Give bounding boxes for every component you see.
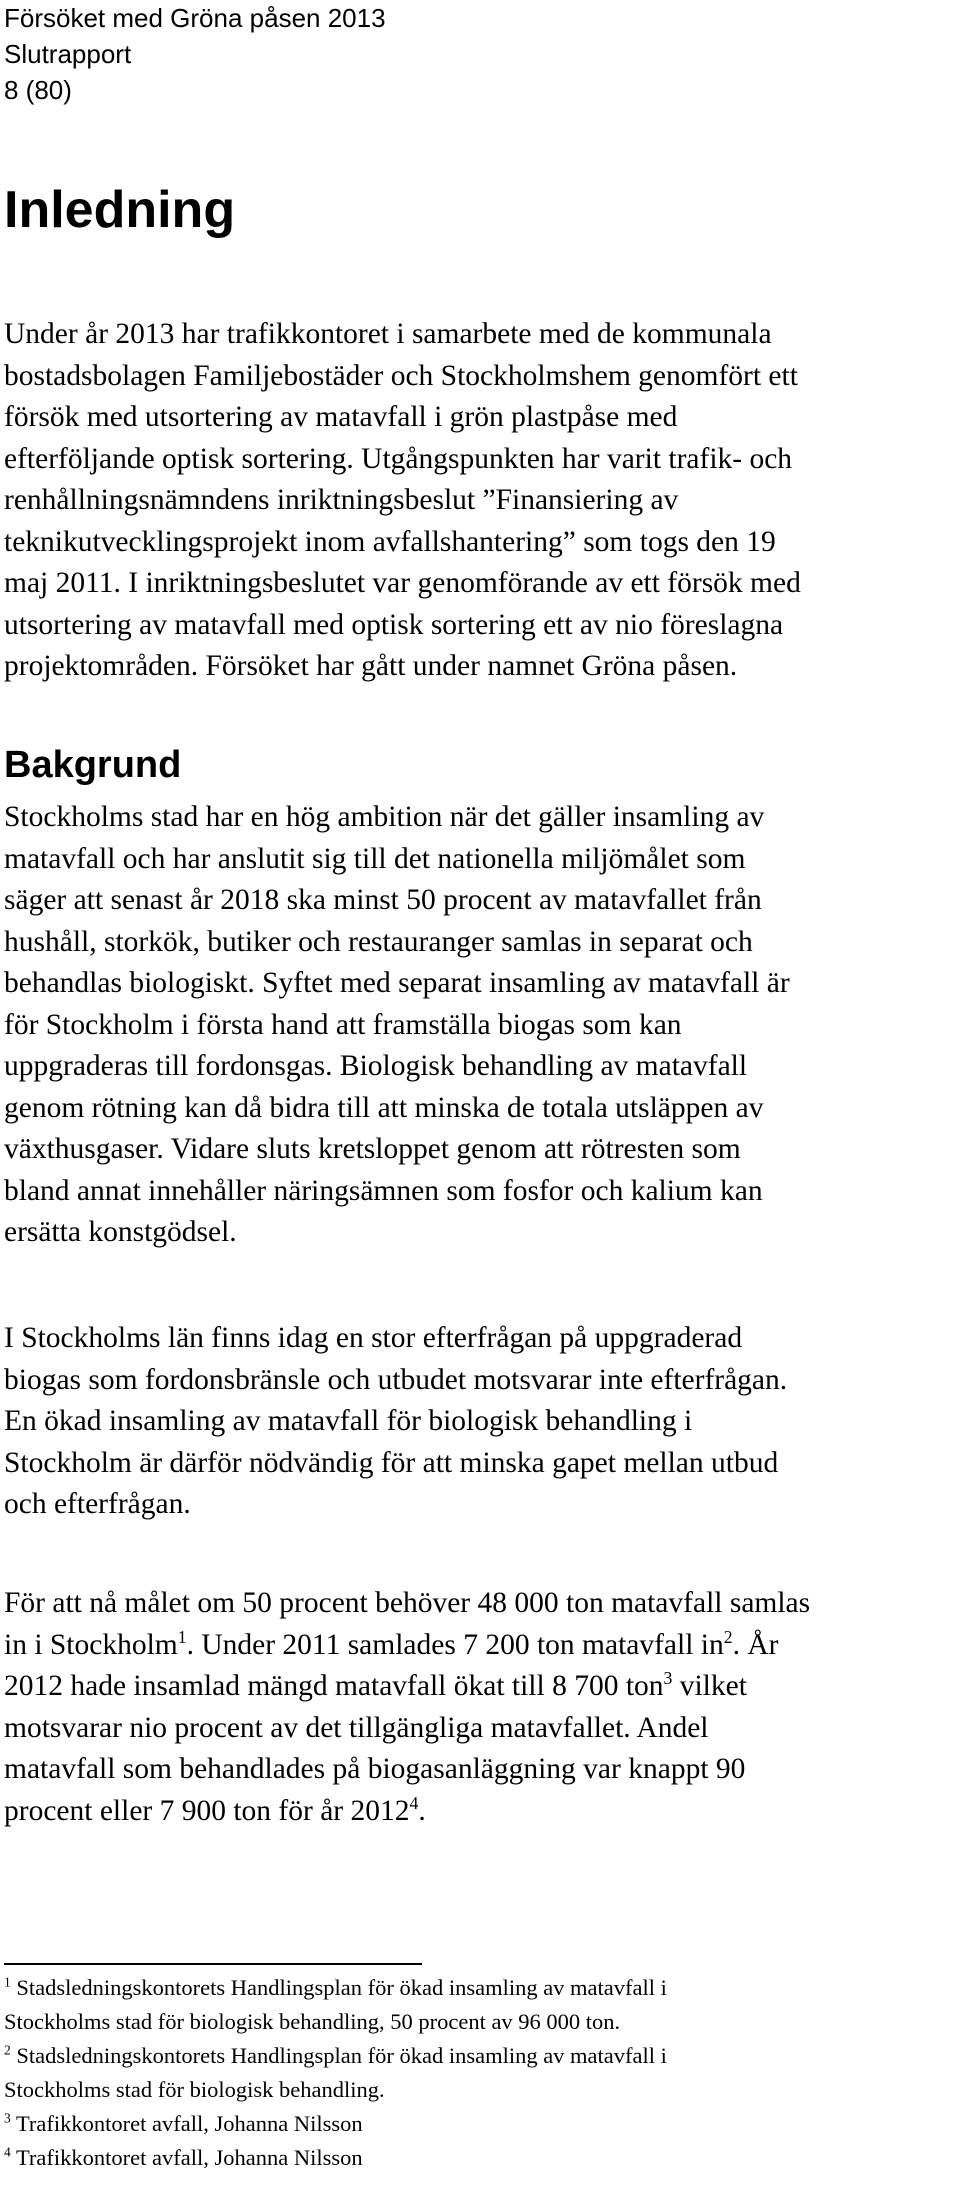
text-line: I Stockholms län finns idag en stor efterfrågan på uppgraderad (4, 1322, 743, 1354)
text-fragment: in i Stockholm (4, 1628, 178, 1661)
text-line: Stockholms stad har en hög ambition när det gäller insamling av (4, 801, 765, 833)
text-line: försök med utsortering av matavfall i grön plastpåse med (4, 401, 678, 433)
text-line: Under år 2013 har trafikkontoret i samarbete med de kommunala (4, 318, 772, 350)
heading-inledning: Inledning (4, 181, 236, 239)
text-line: för Stockholm i första hand att framställa biogas som kan (4, 1008, 682, 1041)
footnote-ref-1[interactable]: 1 (177, 1626, 187, 1647)
heading-bakgrund: Bakgrund (4, 744, 182, 786)
footnote-1-continued: Stockholms stad för biologisk behandling, 50 procent av 96 000 ton. (4, 2009, 621, 2034)
text-line: matavfall som behandlades på biogasanläggning var knappt 90 (4, 1753, 746, 1785)
text-line: bostadsbolagen Familjebostäder och Stockholmshem genomfört ett (4, 359, 798, 392)
page-number: 8 (80) (4, 75, 72, 105)
text-line: renhållningsnämndens inriktningsbeslut ”Finansiering av (4, 484, 679, 516)
text-line: växthusgaser. Vidare sluts kretsloppet genom att rötresten som (4, 1133, 741, 1165)
text-line: bland annat innehåller näringsämnen som fosfor och kalium kan (4, 1174, 763, 1207)
intro-paragraph (4, 314, 954, 688)
text-line (4, 1666, 954, 1708)
text-line: projektområden. Försöket har gått under namnet Gröna påsen. (4, 650, 738, 682)
footnote-number: 4 (4, 2144, 11, 2160)
footnote-ref-2[interactable]: 2 (723, 1626, 733, 1647)
text-line (4, 1625, 954, 1667)
text-line: säger att senast år 2018 ska minst 50 procent av matavfallet från (4, 884, 762, 916)
footnote-ref-4[interactable]: 4 (409, 1792, 419, 1813)
text-line: För att nå målet om 50 procent behöver 48 000 ton matavfall samlas (4, 1587, 811, 1619)
text-line: uppgraderas till fordonsgas. Biologisk behandling av matavfall (4, 1050, 748, 1082)
text-fragment: procent eller 7 900 ton för år 2012 (4, 1794, 410, 1827)
footnote-number: 1 (4, 1974, 11, 1990)
footnote-text: Stadsledningskontorets Handlingsplan för ökad insamling av matavfall i (16, 1975, 667, 2000)
report-subtitle: Slutrapport (4, 39, 132, 69)
text-line: behandlas biologiskt. Syftet med separat insamling av matavfall är (4, 967, 790, 999)
footnote-text: Stadsledningskontorets Handlingsplan för ökad insamling av matavfall i (16, 2043, 667, 2068)
running-header (4, 0, 386, 108)
footnote-number: 3 (4, 2110, 11, 2126)
text-line: hushåll, storkök, butiker och restauranger samlas in separat och (4, 925, 753, 958)
report-title: Försöket med Gröna påsen 2013 (4, 3, 386, 33)
text-fragment: . (418, 1794, 426, 1827)
text-line: ersätta konstgödsel. (4, 1216, 237, 1248)
footnote-separator (4, 1963, 422, 1965)
text-line: maj 2011. I inriktningsbeslutet var genomförande av ett försök med (4, 567, 801, 599)
text-line: biogas som fordonsbränsle och utbudet motsvarar inte efterfrågan. (4, 1363, 788, 1396)
footnote-ref-3[interactable]: 3 (663, 1668, 673, 1689)
text-line: Stockholm är därför nödvändig för att minska gapet mellan utbud (4, 1446, 779, 1479)
background-paragraph-3 (4, 1583, 954, 1832)
text-line (4, 1791, 954, 1833)
text-line: genom rötning kan då bidra till att minska de totala utsläppen av (4, 1091, 764, 1124)
background-paragraph-1 (4, 797, 954, 1254)
text-fragment: . Under 2011 samlades 7 200 ton matavfall in (186, 1628, 724, 1661)
text-line: En ökad insamling av matavfall för biologisk behandling i (4, 1405, 693, 1437)
footnote-1 (4, 1971, 667, 2005)
text-line: motsvarar nio procent av det tillgängliga matavfallet. Andel (4, 1711, 709, 1744)
footnote-4 (4, 2141, 667, 2175)
footnote-number: 2 (4, 2042, 11, 2058)
text-fragment: vilket (672, 1670, 747, 1702)
text-line: och efterfrågan. (4, 1488, 191, 1520)
text-line: matavfall och har anslutit sig till det nationella miljömålet som (4, 842, 746, 875)
footnote-2 (4, 2039, 667, 2073)
footnote-text: Trafikkontoret avfall, Johanna Nilsson (15, 2145, 363, 2170)
footnote-3 (4, 2107, 667, 2141)
footnote-text: Trafikkontoret avfall, Johanna Nilsson (15, 2111, 363, 2136)
text-line: utsortering av matavfall med optisk sortering ett av nio föreslagna (4, 608, 784, 641)
footnote-2-continued: Stockholms stad för biologisk behandling. (4, 2077, 385, 2102)
background-paragraph-2 (4, 1318, 954, 1526)
text-line: efterföljande optisk sortering. Utgångspunkten har varit trafik- och (4, 442, 793, 475)
text-fragment: 2012 hade insamlad mängd matavfall ökat till 8 700 ton (4, 1670, 664, 1702)
text-fragment: . År (732, 1628, 779, 1661)
text-line: teknikutvecklingsprojekt inom avfallshantering” som togs den 19 (4, 525, 776, 558)
footnotes (4, 1971, 667, 2175)
